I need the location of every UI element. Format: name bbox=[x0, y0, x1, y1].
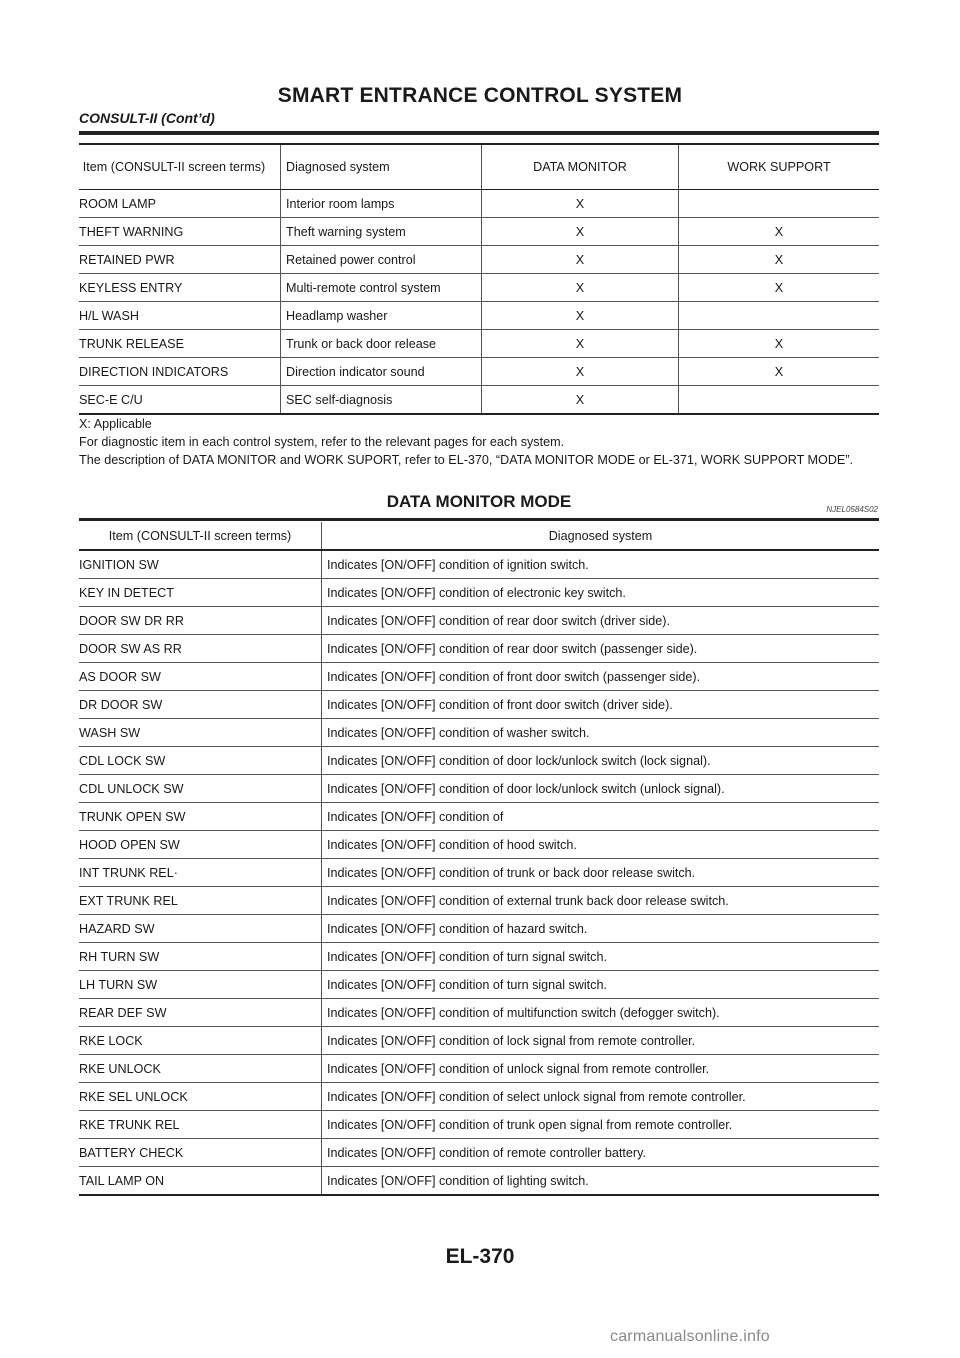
table-row bbox=[79, 943, 879, 971]
description-cell: Indicates [ON/OFF] condition of turn signal switch. bbox=[322, 971, 880, 999]
item-cell: LH TURN SW bbox=[79, 971, 322, 999]
item-cell: ROOM LAMP bbox=[79, 196, 156, 211]
section-code: NJEL0584S02 bbox=[826, 505, 878, 514]
item-cell: CDL UNLOCK SW bbox=[79, 775, 322, 803]
data-monitor-cell: X bbox=[482, 246, 679, 274]
table-row bbox=[79, 246, 879, 274]
work-support-cell: X bbox=[679, 358, 880, 386]
table-row bbox=[79, 971, 879, 999]
watermark: carmanualsonline.info bbox=[610, 1328, 770, 1345]
item-cell: RKE SEL UNLOCK bbox=[79, 1083, 322, 1111]
table-row bbox=[79, 663, 879, 691]
table-row bbox=[79, 386, 879, 415]
item-cell: DR DOOR SW bbox=[79, 691, 322, 719]
description-cell: Indicates [ON/OFF] condition of lock signal from remote controller. bbox=[322, 1027, 880, 1055]
item-cell: H/L WASH bbox=[79, 308, 139, 323]
table-row bbox=[79, 302, 879, 330]
system-cell: Interior room lamps bbox=[286, 196, 395, 211]
description-cell: Indicates [ON/OFF] condition of front door switch (driver side). bbox=[322, 691, 880, 719]
item-cell: RKE UNLOCK bbox=[79, 1055, 322, 1083]
table-row bbox=[79, 330, 879, 358]
table-row bbox=[79, 999, 879, 1027]
data-monitor-cell: X bbox=[482, 274, 679, 302]
system-cell: Trunk or back door release bbox=[286, 336, 437, 351]
item-cell: DOOR SW DR RR bbox=[79, 607, 322, 635]
description-cell: Indicates [ON/OFF] condition of remote controller battery. bbox=[322, 1139, 880, 1167]
item-cell: SEC-E C/U bbox=[79, 392, 143, 407]
title-divider bbox=[79, 131, 879, 135]
item-cell: RKE LOCK bbox=[79, 1027, 322, 1055]
work-support-cell: X bbox=[679, 246, 880, 274]
description-cell: Indicates [ON/OFF] condition of rear door switch (passenger side). bbox=[322, 635, 880, 663]
system-cell: Multi-remote control system bbox=[286, 280, 441, 295]
item-cell: RKE TRUNK REL bbox=[79, 1111, 322, 1139]
work-support-cell bbox=[679, 386, 880, 415]
table-row bbox=[79, 1167, 879, 1196]
work-support-cell bbox=[679, 302, 880, 330]
data-monitor-cell: X bbox=[482, 190, 679, 218]
item-cell: IGNITION SW bbox=[79, 550, 322, 579]
item-cell: TRUNK OPEN SW bbox=[79, 803, 322, 831]
table-header-row bbox=[79, 144, 879, 190]
table-row bbox=[79, 803, 879, 831]
description-cell: Indicates [ON/OFF] condition of ignition switch. bbox=[322, 550, 880, 579]
system-cell: Headlamp washer bbox=[286, 308, 388, 323]
item-cell: HAZARD SW bbox=[79, 915, 322, 943]
data-monitor-cell: X bbox=[482, 218, 679, 246]
header-system-cell: Diagnosed system bbox=[322, 522, 880, 550]
description-cell: Indicates [ON/OFF] condition of unlock signal from remote controller. bbox=[322, 1055, 880, 1083]
description-cell: Indicates [ON/OFF] condition of hood switch. bbox=[322, 831, 880, 859]
item-cell: DIRECTION INDICATORS bbox=[79, 364, 229, 379]
description-cell: Indicates [ON/OFF] condition of door lock/unlock switch (unlock signal). bbox=[322, 775, 880, 803]
page-number: EL-370 bbox=[445, 1245, 515, 1268]
description-cell: Indicates [ON/OFF] condition of electronic key switch. bbox=[322, 579, 880, 607]
table-row bbox=[79, 1139, 879, 1167]
header-item-cell: Item (CONSULT-II screen terms) bbox=[79, 522, 322, 550]
table-row bbox=[79, 775, 879, 803]
description-cell: Indicates [ON/OFF] condition of bbox=[322, 803, 880, 831]
system-cell: Retained power control bbox=[286, 252, 416, 267]
table-row bbox=[79, 1111, 879, 1139]
item-cell: KEY IN DETECT bbox=[79, 579, 322, 607]
description-cell: Indicates [ON/OFF] condition of trunk open signal from remote controller. bbox=[322, 1111, 880, 1139]
system-cell: SEC self-diagnosis bbox=[286, 392, 393, 407]
table-row bbox=[79, 1055, 879, 1083]
item-cell: REAR DEF SW bbox=[79, 999, 322, 1027]
item-cell: THEFT WARNING bbox=[79, 224, 184, 239]
table-row bbox=[79, 887, 879, 915]
note-line-1: For diagnostic item in each control system, refer to the relevant pages for each system. bbox=[79, 435, 565, 449]
description-cell: Indicates [ON/OFF] condition of hazard switch. bbox=[322, 915, 880, 943]
item-cell: TRUNK RELEASE bbox=[79, 336, 184, 351]
table-row bbox=[79, 218, 879, 246]
item-cell: RETAINED PWR bbox=[79, 252, 175, 267]
description-cell: Indicates [ON/OFF] condition of lighting switch. bbox=[322, 1167, 880, 1196]
data-monitor-cell: X bbox=[482, 302, 679, 330]
data-monitor-cell: X bbox=[482, 330, 679, 358]
header-work-support-cell: WORK SUPPORT bbox=[679, 144, 880, 190]
description-cell: Indicates [ON/OFF] condition of turn signal switch. bbox=[322, 943, 880, 971]
item-cell: RH TURN SW bbox=[79, 943, 322, 971]
section-divider bbox=[79, 518, 879, 521]
header-data-monitor-cell: DATA MONITOR bbox=[482, 144, 679, 190]
system-cell: Theft warning system bbox=[286, 224, 406, 239]
description-cell: Indicates [ON/OFF] condition of select unlock signal from remote controller. bbox=[322, 1083, 880, 1111]
item-cell: TAIL LAMP ON bbox=[79, 1167, 322, 1196]
description-cell: Indicates [ON/OFF] condition of door lock/unlock switch (lock signal). bbox=[322, 747, 880, 775]
description-cell: Indicates [ON/OFF] condition of multifunction switch (defogger switch). bbox=[322, 999, 880, 1027]
item-cell: KEYLESS ENTRY bbox=[79, 280, 183, 295]
page-subtitle: CONSULT-II (Cont’d) bbox=[79, 110, 215, 126]
table-row bbox=[79, 358, 879, 386]
item-cell: INT TRUNK REL· bbox=[79, 859, 322, 887]
table-row bbox=[79, 831, 879, 859]
table-header-row bbox=[79, 522, 879, 550]
data-monitor-table bbox=[79, 522, 879, 1196]
description-cell: Indicates [ON/OFF] condition of trunk or back door release switch. bbox=[322, 859, 880, 887]
data-monitor-cell: X bbox=[482, 386, 679, 415]
item-cell: EXT TRUNK REL bbox=[79, 887, 322, 915]
note-line-2: The description of DATA MONITOR and WORK SUPORT, refer to EL-370, “DATA MONITOR MODE or EL-371, WORK SUPPORT MODE”. bbox=[79, 453, 854, 467]
system-cell: Direction indicator sound bbox=[286, 364, 425, 379]
systems-table bbox=[79, 143, 879, 415]
item-cell: BATTERY CHECK bbox=[79, 1139, 322, 1167]
description-cell: Indicates [ON/OFF] condition of external trunk back door release switch. bbox=[322, 887, 880, 915]
description-cell: Indicates [ON/OFF] condition of washer switch. bbox=[322, 719, 880, 747]
work-support-cell bbox=[679, 190, 880, 218]
section-title: DATA MONITOR MODE bbox=[386, 492, 572, 511]
note-applicable: X: Applicable bbox=[79, 417, 152, 431]
table-row bbox=[79, 691, 879, 719]
table-row bbox=[79, 1083, 879, 1111]
table-row bbox=[79, 579, 879, 607]
item-cell: AS DOOR SW bbox=[79, 663, 322, 691]
table-row bbox=[79, 274, 879, 302]
item-cell: DOOR SW AS RR bbox=[79, 635, 322, 663]
work-support-cell: X bbox=[679, 218, 880, 246]
item-cell: HOOD OPEN SW bbox=[79, 831, 322, 859]
item-cell: CDL LOCK SW bbox=[79, 747, 322, 775]
page-title: SMART ENTRANCE CONTROL SYSTEM bbox=[277, 84, 683, 107]
table-row bbox=[79, 719, 879, 747]
header-system-cell: Diagnosed system bbox=[281, 144, 482, 190]
header-item-cell: Item (CONSULT-II screen terms) bbox=[79, 144, 281, 190]
table-row bbox=[79, 607, 879, 635]
data-monitor-cell: X bbox=[482, 358, 679, 386]
table-row bbox=[79, 190, 879, 218]
notes bbox=[79, 417, 879, 471]
description-cell: Indicates [ON/OFF] condition of front door switch (passenger side). bbox=[322, 663, 880, 691]
table-row bbox=[79, 859, 879, 887]
table-row bbox=[79, 1027, 879, 1055]
work-support-cell: X bbox=[679, 330, 880, 358]
table-row bbox=[79, 635, 879, 663]
item-cell: WASH SW bbox=[79, 719, 322, 747]
work-support-cell: X bbox=[679, 274, 880, 302]
table-row bbox=[79, 915, 879, 943]
table-row bbox=[79, 747, 879, 775]
table-row bbox=[79, 550, 879, 579]
description-cell: Indicates [ON/OFF] condition of rear door switch (driver side). bbox=[322, 607, 880, 635]
